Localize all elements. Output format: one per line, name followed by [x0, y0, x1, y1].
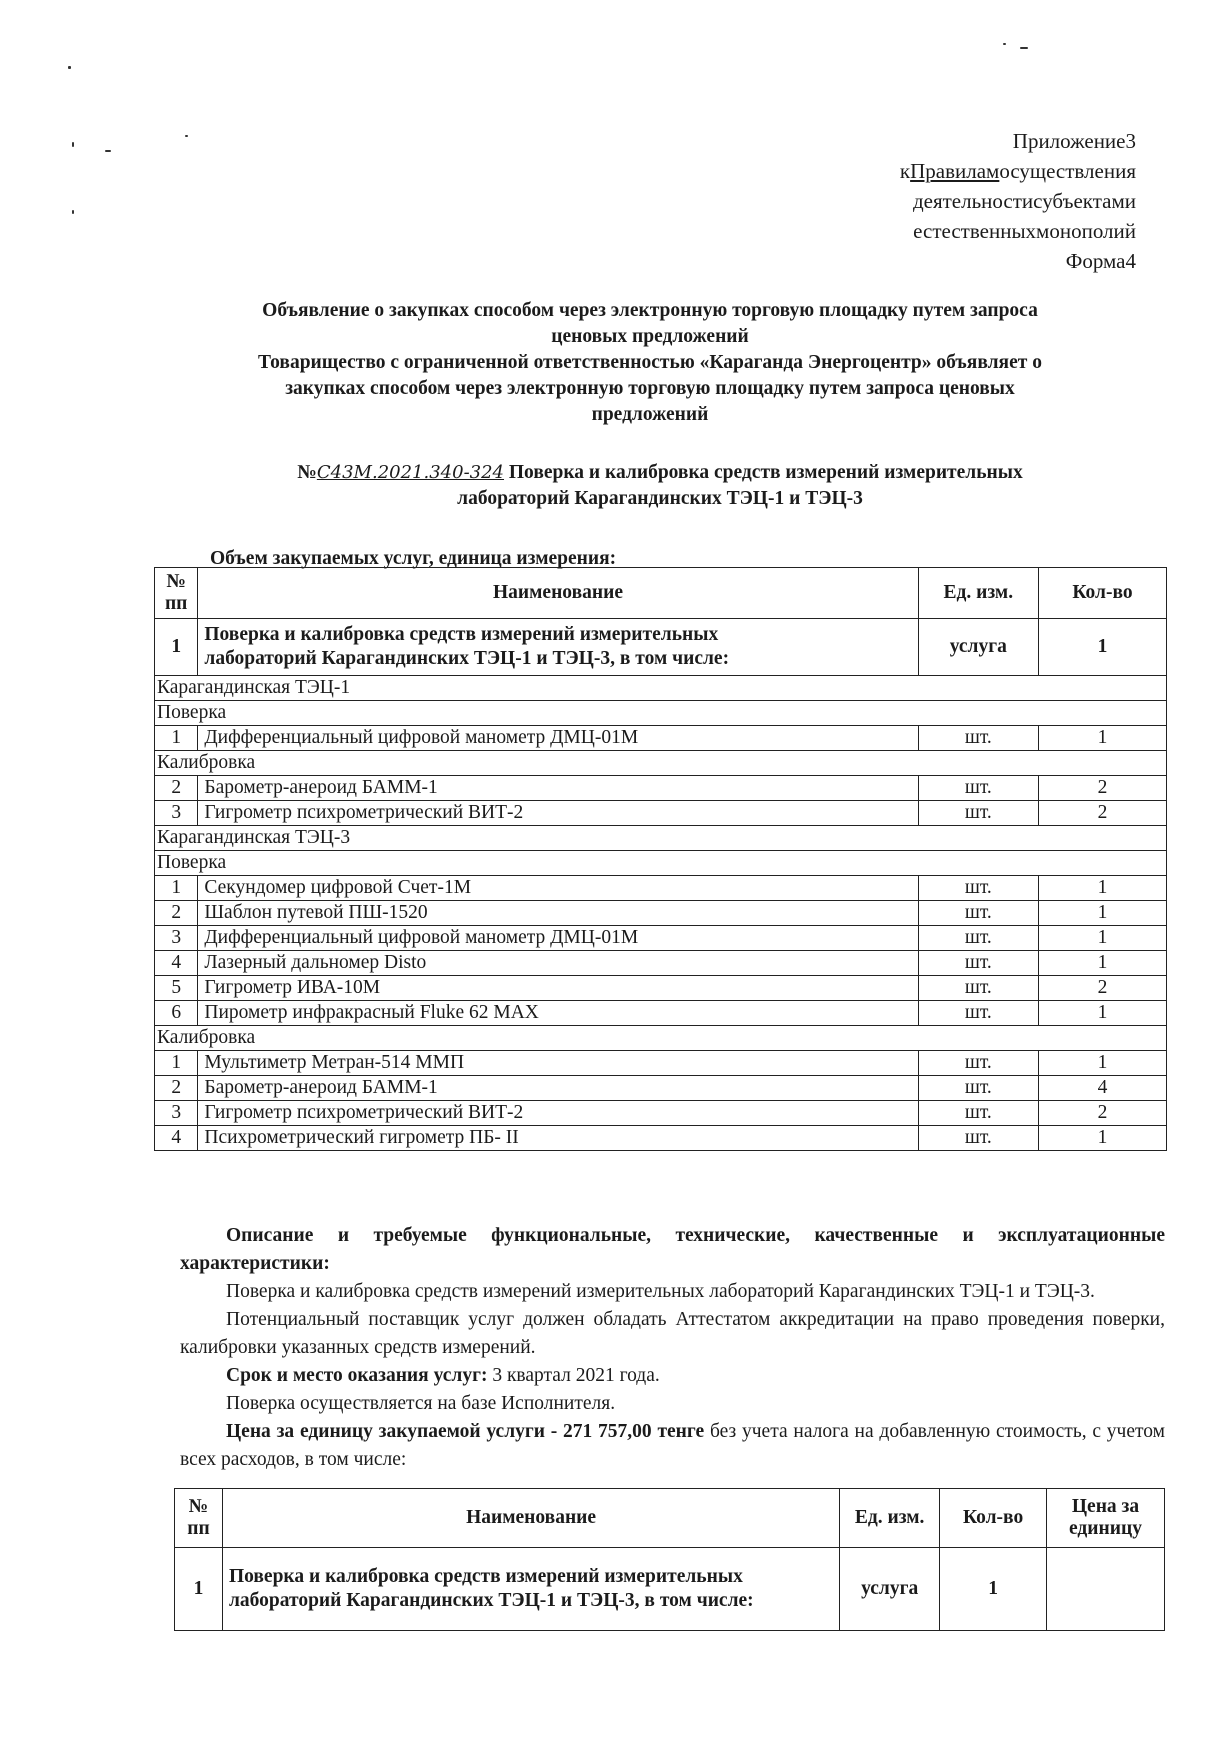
table-row	[155, 901, 1167, 926]
group-row	[155, 826, 1167, 851]
item-unit: шт.	[918, 926, 1038, 951]
item-num: 2	[155, 901, 198, 926]
main-service-row	[175, 1548, 1165, 1631]
section-row	[155, 751, 1167, 776]
item-unit: шт.	[918, 1101, 1038, 1126]
item-name: Шаблон путевой ПШ-1520	[198, 901, 918, 926]
section-row	[155, 1026, 1167, 1051]
main-qty: 1	[940, 1548, 1047, 1631]
table-row	[155, 1126, 1167, 1151]
table-row	[155, 776, 1167, 801]
section-title: Поверка	[155, 851, 1167, 876]
item-qty: 2	[1038, 976, 1166, 1001]
group-title: Карагандинская ТЭЦ-3	[155, 826, 1167, 851]
item-qty: 1	[1038, 726, 1166, 751]
header-qty: Кол-во	[1038, 568, 1166, 619]
handwritten-lot-number: С43М.2021.340-324	[316, 462, 505, 483]
main-name-line: лабораторий Карагандинских ТЭЦ-1 и ТЭЦ-3, в том числе:	[204, 648, 730, 669]
item-qty: 4	[1038, 1076, 1166, 1101]
section-row	[155, 851, 1167, 876]
table-row	[155, 801, 1167, 826]
scan-speck	[105, 150, 111, 152]
title-line: Товарищество с ограниченной ответственностью «Караганда Энергоцентр» объявляет о	[258, 352, 1042, 373]
item-unit: шт.	[918, 801, 1038, 826]
price-label: Цена за единицу закупаемой услуги - 271 757,00 тенге	[226, 1421, 705, 1442]
item-num: 4	[155, 951, 198, 976]
header-unit: Ед. изм.	[840, 1489, 940, 1548]
item-name: Гигрометр психрометрический ВИТ-2	[198, 1101, 918, 1126]
main-unit: услуга	[918, 619, 1038, 676]
service-place: Поверка осуществляется на базе Исполнителя.	[226, 1393, 616, 1414]
item-unit: шт.	[918, 1076, 1038, 1101]
term-value: 3 квартал 2021 года.	[492, 1365, 660, 1386]
section-title: Поверка	[155, 701, 1167, 726]
header-price: Цена за единицу	[1047, 1489, 1165, 1548]
table-row	[155, 726, 1167, 751]
item-num: 3	[155, 801, 198, 826]
lot-line: лабораторий Карагандинских ТЭЦ-1 и ТЭЦ-3	[457, 488, 863, 509]
item-unit: шт.	[918, 726, 1038, 751]
scan-speck	[68, 66, 71, 69]
item-num: 1	[155, 726, 198, 751]
item-unit: шт.	[918, 951, 1038, 976]
item-num: 1	[155, 1051, 198, 1076]
item-qty: 2	[1038, 776, 1166, 801]
title-line: Объявление о закупках способом через электронную торговую площадку путем запроса	[262, 300, 1038, 321]
lot-line	[200, 460, 1120, 486]
services-volume-table	[154, 567, 1167, 1151]
item-name: Дифференциальный цифровой манометр ДМЦ-01М	[198, 726, 918, 751]
section-title: Калибровка	[155, 1026, 1167, 1051]
item-qty: 1	[1038, 901, 1166, 926]
description-heading	[180, 1222, 1165, 1278]
item-qty: 1	[1038, 1126, 1166, 1151]
item-name: Пирометр инфракрасный Fluke 62 MAX	[198, 1001, 918, 1026]
item-qty: 1	[1038, 1051, 1166, 1076]
title-line: предложений	[591, 404, 709, 425]
item-unit: шт.	[918, 1126, 1038, 1151]
item-name: Секундомер цифровой Счет-1М	[198, 876, 918, 901]
item-unit: шт.	[918, 1051, 1038, 1076]
item-unit: шт.	[918, 1001, 1038, 1026]
form-number: Форма4	[1065, 249, 1136, 273]
item-qty: 2	[1038, 1101, 1166, 1126]
header-num: № пп	[175, 1489, 223, 1548]
item-name: Дифференциальный цифровой манометр ДМЦ-01М	[198, 926, 918, 951]
item-name: Гигрометр психрометрический ВИТ-2	[198, 801, 918, 826]
header-num: № пп	[155, 568, 198, 619]
title-line: ценовых предложений	[551, 326, 749, 347]
description-section	[180, 1222, 1165, 1474]
item-qty: 1	[1038, 1001, 1166, 1026]
table-row	[155, 951, 1167, 976]
item-num: 5	[155, 976, 198, 1001]
table-row	[155, 926, 1167, 951]
item-num: 3	[155, 926, 198, 951]
group-title: Карагандинская ТЭЦ-1	[155, 676, 1167, 701]
item-unit: шт.	[918, 901, 1038, 926]
volume-caption: Объем закупаемых услуг, единица измерения:	[210, 548, 617, 569]
item-num: 2	[155, 776, 198, 801]
rules-link[interactable]: Правилам	[910, 159, 1000, 183]
lot-number-prefix: №	[297, 462, 317, 483]
description-para: Поверка и калибровка средств измерений измерительных лабораторий Карагандинских ТЭЦ-1 и ТЭЦ-3.	[226, 1281, 1095, 1302]
section-row	[155, 701, 1167, 726]
description-heading-text: Описание и требуемые функциональные, технические, качественные и эксплуатационные характеристики:	[180, 1225, 1165, 1274]
appendix-line: деятельностисубъектами	[912, 189, 1136, 213]
main-name: Поверка и калибровка средств измерений измерительных лабораторий Карагандинских ТЭЦ-1 и ТЭЦ-3, в том числе:	[222, 1548, 839, 1631]
table-row	[155, 1076, 1167, 1101]
table-row	[155, 976, 1167, 1001]
main-qty: 1	[1038, 619, 1166, 676]
term-label: Срок и место оказания услуг:	[226, 1365, 488, 1386]
table-row	[155, 1051, 1167, 1076]
item-name: Мультиметр Метран-514 ММП	[198, 1051, 918, 1076]
item-qty: 1	[1038, 926, 1166, 951]
header-name: Наименование	[198, 568, 918, 619]
price-table	[174, 1488, 1165, 1631]
table-row	[155, 876, 1167, 901]
item-name: Барометр-анероид БАММ-1	[198, 776, 918, 801]
table-header-row	[155, 568, 1167, 619]
header-name: Наименование	[222, 1489, 839, 1548]
item-name: Лазерный дальномер Disto	[198, 951, 918, 976]
scan-speck	[72, 142, 74, 147]
item-num: 3	[155, 1101, 198, 1126]
item-unit: шт.	[918, 876, 1038, 901]
item-num: 4	[155, 1126, 198, 1151]
appendix-line: естественныхмонополий	[913, 219, 1136, 243]
appendix-line: Приложение3	[1012, 129, 1136, 153]
item-qty: 1	[1038, 951, 1166, 976]
main-price	[1047, 1548, 1165, 1631]
item-name: Барометр-анероид БАММ-1	[198, 1076, 918, 1101]
unit-price	[180, 1418, 1165, 1474]
appendix-block	[900, 126, 1136, 276]
item-unit: шт.	[918, 976, 1038, 1001]
title-line: закупках способом через электронную торговую площадку путем запроса ценовых	[285, 378, 1015, 399]
scan-speck	[185, 135, 188, 137]
table-row	[155, 1101, 1167, 1126]
group-row	[155, 676, 1167, 701]
scan-speck	[1003, 43, 1006, 45]
appendix-suffix: осуществления	[999, 159, 1136, 183]
main-num: 1	[175, 1548, 223, 1631]
section-title: Калибровка	[155, 751, 1167, 776]
item-num: 6	[155, 1001, 198, 1026]
scan-speck	[72, 210, 74, 214]
scan-speck	[1020, 47, 1028, 49]
lot-heading	[200, 460, 1120, 512]
item-num: 1	[155, 876, 198, 901]
main-unit: услуга	[840, 1548, 940, 1631]
header-unit: Ед. изм.	[918, 568, 1038, 619]
description-para: Потенциальный поставщик услуг должен обладать Аттестатом аккредитации на право проведения поверки, калибровки указанных средств измерений.	[180, 1309, 1165, 1358]
item-qty: 1	[1038, 876, 1166, 901]
item-name: Гигрометр ИВА-10М	[198, 976, 918, 1001]
item-unit: шт.	[918, 776, 1038, 801]
service-term	[180, 1362, 1165, 1390]
header-qty: Кол-во	[940, 1489, 1047, 1548]
announcement-title	[170, 298, 1130, 428]
item-num: 2	[155, 1076, 198, 1101]
appendix-prefix: к	[899, 159, 911, 183]
table-row	[155, 1001, 1167, 1026]
table-header-row	[175, 1489, 1165, 1548]
item-name: Психрометрический гигрометр ПБ- II	[198, 1126, 918, 1151]
main-name-line: Поверка и калибровка средств измерений измерительных	[204, 624, 719, 645]
item-qty: 2	[1038, 801, 1166, 826]
main-service-row	[155, 619, 1167, 676]
price-rest: без учета налога на добавленную стоимость, с учетом всех расходов, в том числе:	[180, 1421, 1165, 1470]
appendix-line	[900, 156, 1136, 186]
main-num: 1	[155, 619, 198, 676]
main-name	[198, 619, 918, 676]
lot-name: Поверка и калибровка средств измерений измерительных	[508, 462, 1023, 483]
